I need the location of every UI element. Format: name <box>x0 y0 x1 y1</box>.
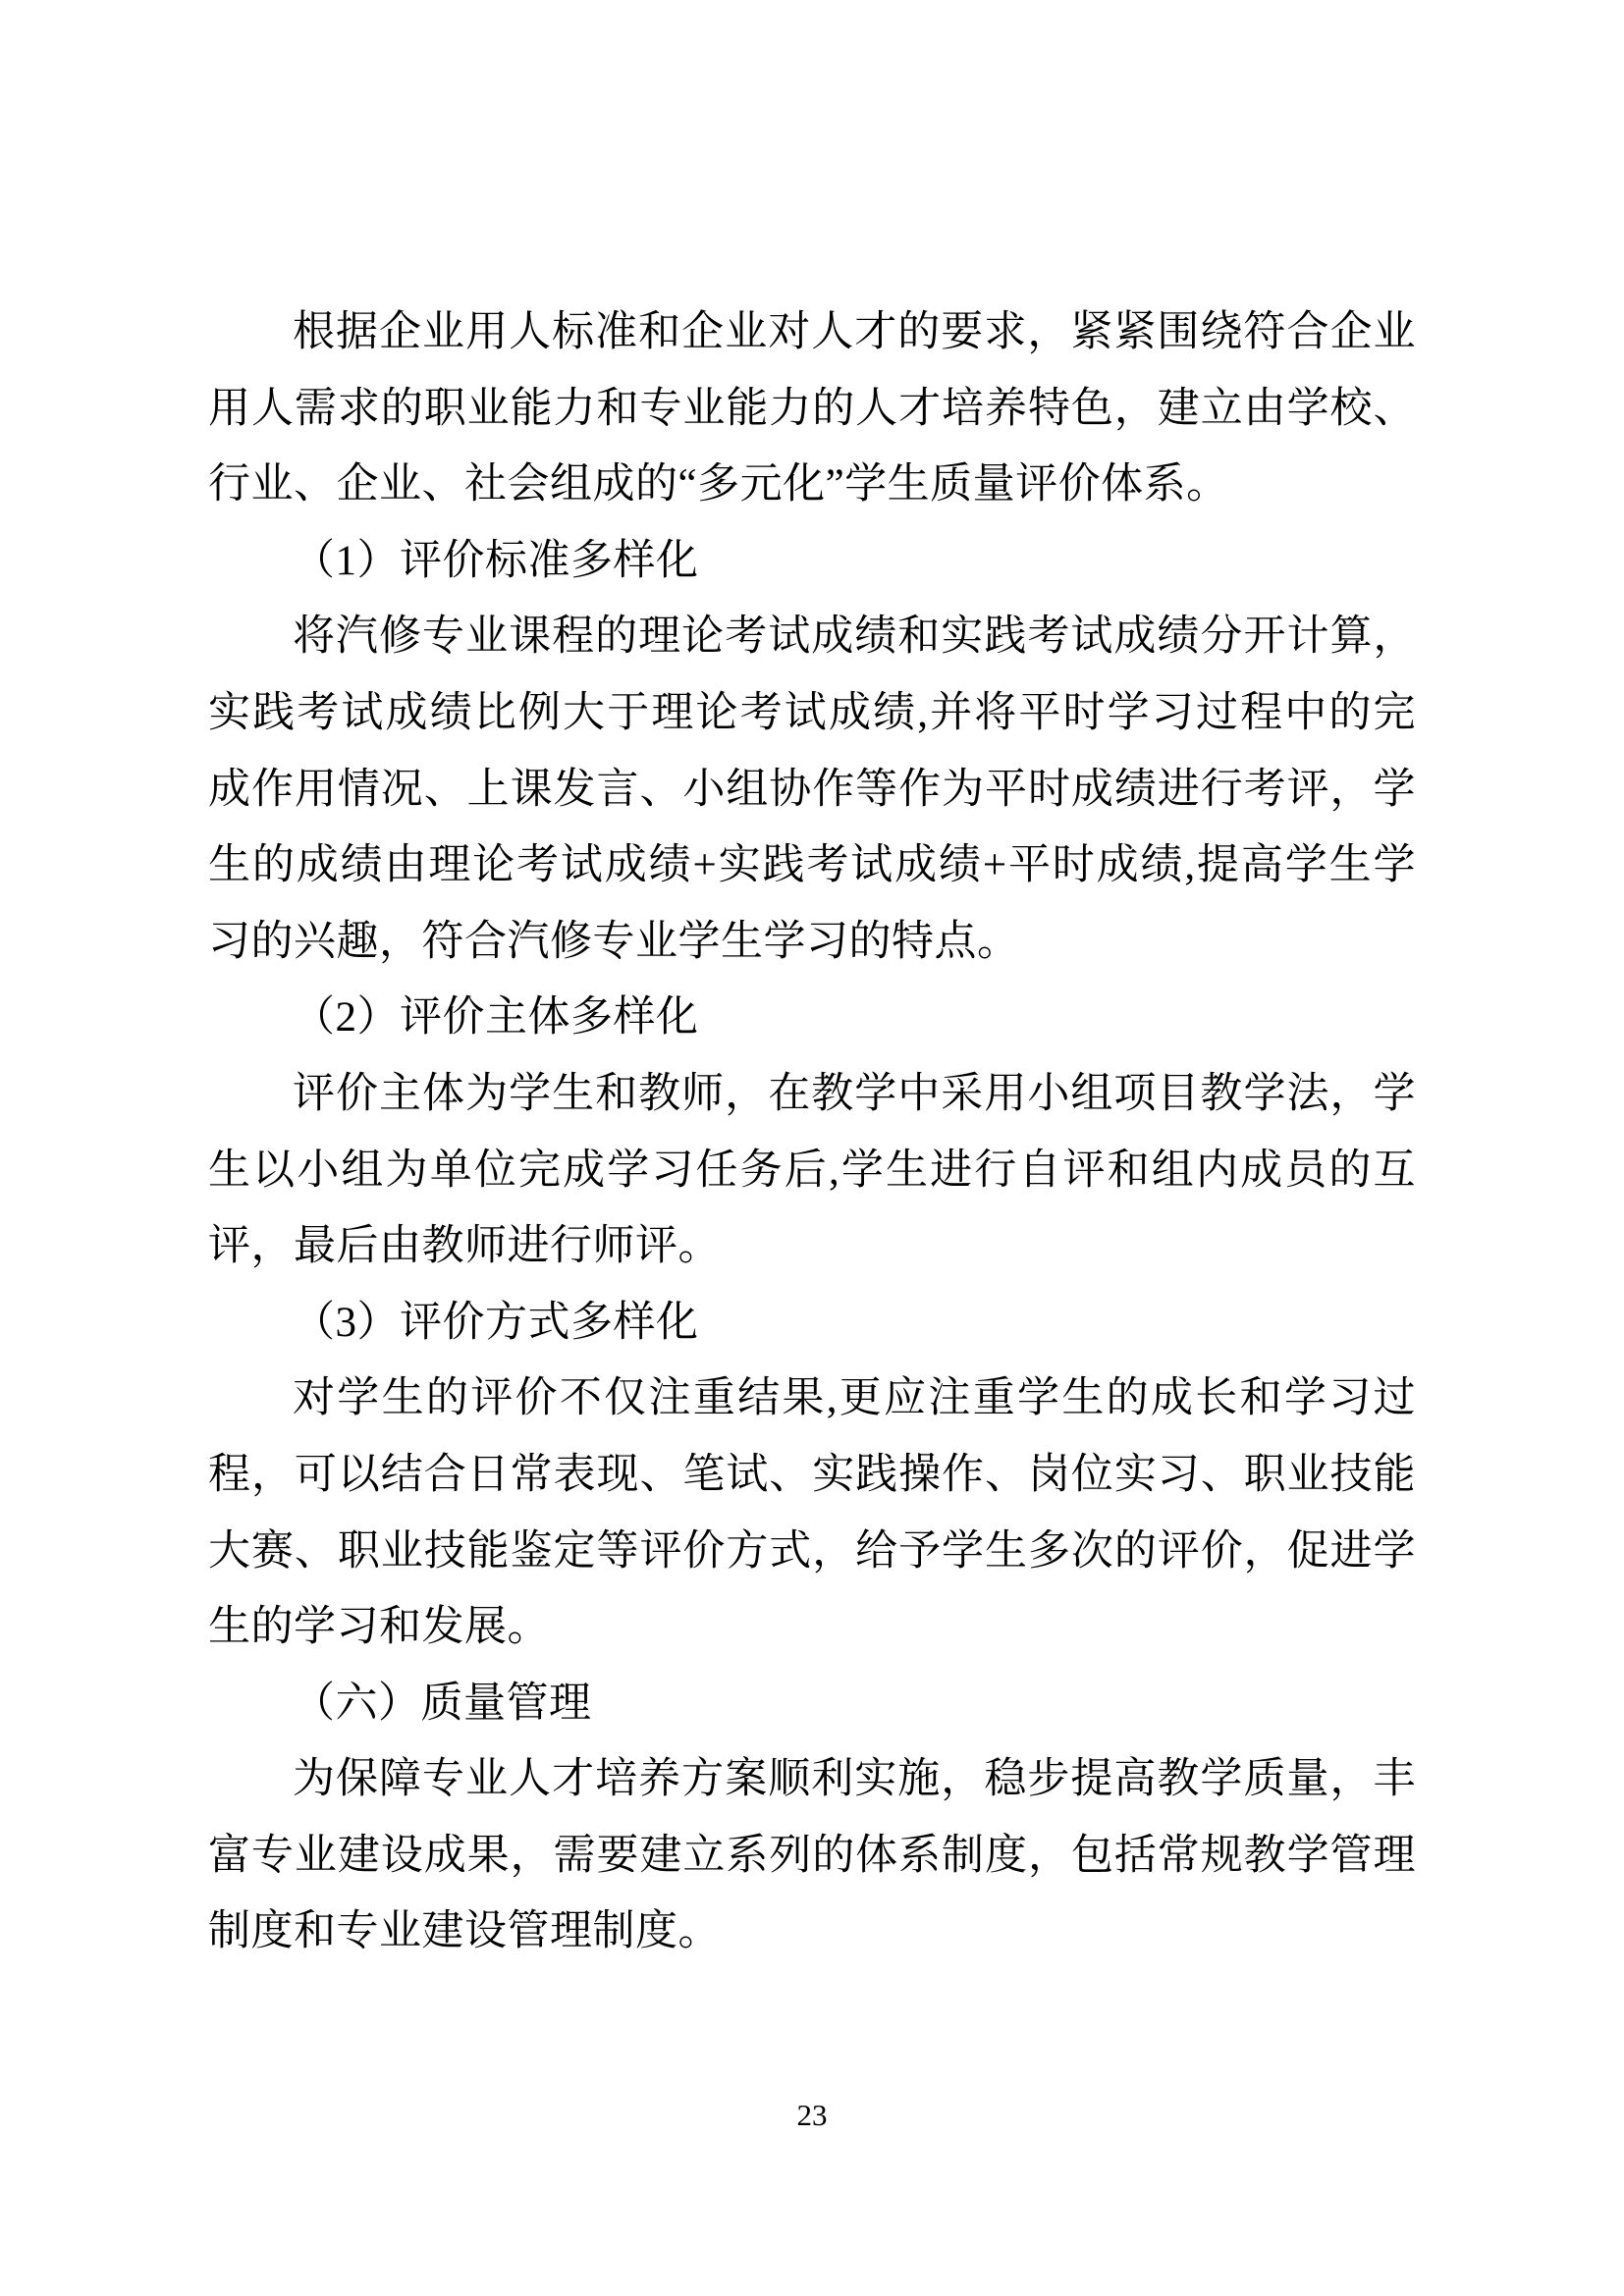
document-body <box>208 294 1416 1970</box>
paragraph-line: 成作用情况、上课发言、小组协作等作为平时成绩进行考评，学 <box>208 766 1416 813</box>
section-heading: （3）评价方式多样化 <box>293 1299 699 1346</box>
section-heading: （1）评价标准多样化 <box>293 537 699 584</box>
paragraph-line: 评价主体为学生和教师，在教学中采用小组项目教学法，学 <box>293 1070 1416 1117</box>
paragraph-line: 大赛、职业技能鉴定等评价方式，给予学生多次的评价，促进学 <box>208 1527 1416 1575</box>
paragraph-line: 习的兴趣，符合汽修专业学生学习的特点。 <box>208 918 1020 965</box>
section-heading: （2）评价主体多样化 <box>293 994 699 1041</box>
page-number: 23 <box>796 2098 828 2132</box>
paragraph-line: 用人需求的职业能力和专业能力的人才培养特色，建立由学校、 <box>208 385 1416 432</box>
paragraph-line: 生的成绩由理论考试成绩+实践考试成绩+平时成绩,提高学生学 <box>208 842 1416 889</box>
paragraph-line: 生的学习和发展。 <box>208 1604 550 1651</box>
paragraph-line: 根据企业用人标准和企业对人才的要求，紧紧围绕符合企业 <box>293 309 1416 355</box>
paragraph-line: 为保障专业人才培养方案顺利实施，稳步提高教学质量，丰 <box>293 1756 1416 1803</box>
paragraph-line: 程，可以结合日常表现、笔试、实践操作、岗位实习、职业技能 <box>208 1451 1416 1498</box>
paragraph-line: 生以小组为单位完成学习任务后,学生进行自评和组内成员的互 <box>208 1147 1416 1194</box>
paragraph-line: 实践考试成绩比例大于理论考试成绩,并将平时学习过程中的完 <box>208 689 1416 736</box>
paragraph-line: 富专业建设成果，需要建立系列的体系制度，包括常规教学管理 <box>208 1832 1416 1879</box>
section-heading: （六）质量管理 <box>293 1680 592 1727</box>
paragraph-line: 将汽修专业课程的理论考试成绩和实践考试成绩分开计算， <box>293 614 1416 661</box>
paragraph-line: 制度和专业建设管理制度。 <box>208 1908 721 1955</box>
paragraph-line: 行业、企业、社会组成的“多元化”学生质量评价体系。 <box>208 461 1229 508</box>
paragraph-line: 对学生的评价不仅注重结果,更应注重学生的成长和学习过 <box>293 1375 1416 1422</box>
paragraph-line: 评，最后由教师进行师评。 <box>208 1223 721 1270</box>
